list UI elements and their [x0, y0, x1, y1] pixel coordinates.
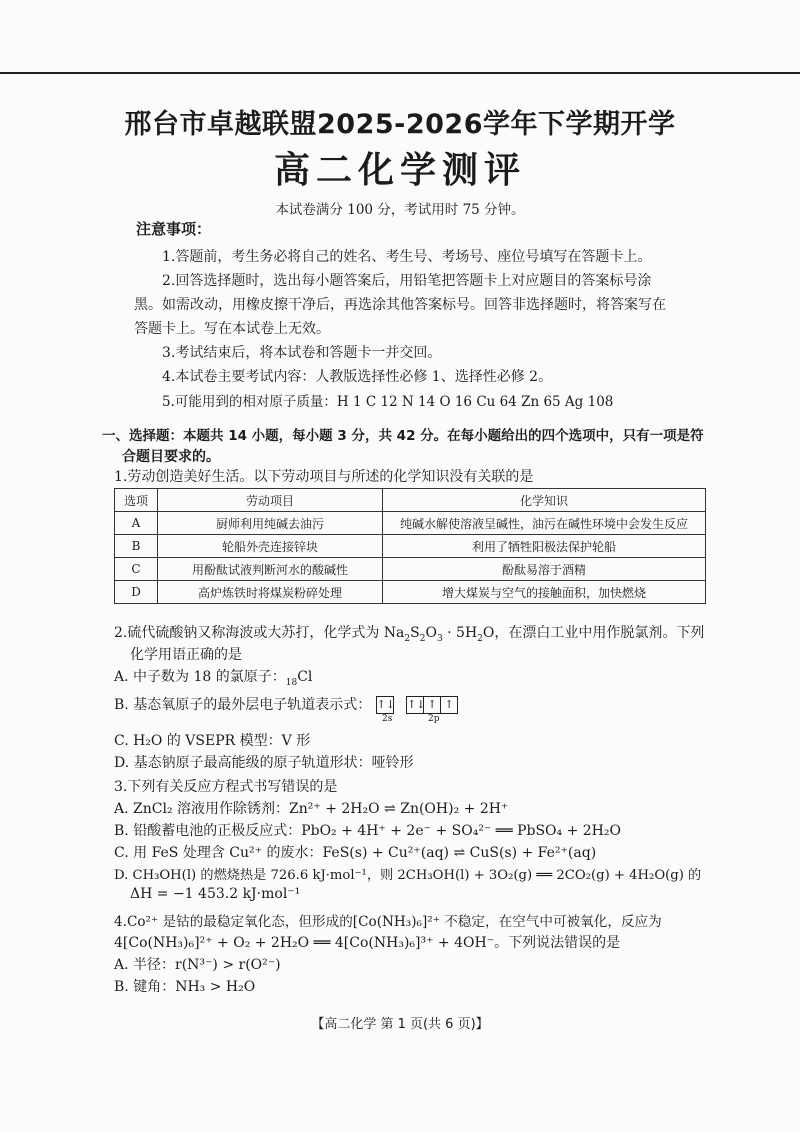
top-rule: [0, 72, 800, 74]
q3-option-c: C. 用 FeS 处理含 Cu²⁺ 的废水：FeS(s) + Cu²⁺(aq) ⇌ CuS(s) + Fe²⁺(aq): [114, 845, 597, 861]
subscript: 2: [419, 633, 426, 644]
question-3-stem: 3.下列有关反应方程式书写错误的是: [114, 779, 338, 795]
exam-title-line1: 邢台市卓越联盟2025-2026学年下学期开学: [124, 109, 676, 140]
q2-option-d: D. 基态钠原子最高能级的原子轨道形状：哑铃形: [114, 755, 414, 771]
table-header-cell: 劳动项目: [158, 489, 383, 512]
subscript: 2: [477, 633, 483, 644]
exam-subtitle: 本试卷满分 100 分，考试用时 75 分钟。: [275, 202, 525, 218]
notice-line: 3.考试结束后，将本试卷和答题卡一并交回。: [162, 345, 442, 361]
table-header-cell: 选项: [115, 489, 158, 512]
notice-line: 答题卡上。写在本试卷上无效。: [134, 321, 330, 337]
table-cell: B: [115, 535, 158, 558]
q2-option-b: [114, 694, 458, 714]
q3-option-d-line1: D. CH₃OH(l) 的燃烧热是 726.6 kJ·mol⁻¹，则 2CH₃OH(l) + 3O₂(g) ══ 2CO₂(g) + 4H₂O(g) 的: [114, 868, 702, 883]
question-1-stem: 1.劳动创造美好生活。以下劳动项目与所述的化学知识没有关联的是: [114, 469, 534, 485]
table-cell: 用酚酞试液判断河水的酸碱性: [158, 558, 383, 581]
notice-line: 1.答题前，考生务必将自己的姓名、考生号、考场号、座位号填写在答题卡上。: [162, 249, 652, 265]
q3-option-b: B. 铅酸蓄电池的正极反应式：PbO₂ + 4H⁺ + 2e⁻ + SO₄²⁻ ══ PbSO₄ + 2H₂O: [114, 823, 621, 839]
q2-option-a: [114, 666, 312, 688]
question-4-stem-line1: 4.Co²⁺ 是钴的最稳定氧化态，但形成的[Co(NH₃)₆]²⁺ 不稳定，在空气中可被氧化，反应为: [114, 914, 662, 930]
table-header-row: [115, 489, 706, 512]
q2-option-a-text: A. 中子数为 18 的氯原子：: [114, 669, 286, 685]
orbital-box: ↑: [441, 696, 458, 714]
notice-line: 2.回答选择题时，选出每小题答案后，用铅笔把答题卡上对应题目的答案标号涂: [162, 273, 652, 289]
q4-option-b: B. 键角：NH₃ > H₂O: [114, 979, 256, 995]
element-symbol: Cl: [297, 669, 313, 685]
q3-option-d-line2: ΔH = −1 453.2 kJ·mol⁻¹: [130, 886, 301, 902]
page-footer: 【高二化学 第 1 页(共 6 页)】: [311, 1017, 489, 1032]
formula-part: O: [482, 625, 495, 641]
subscript: 3: [436, 633, 443, 644]
notice-heading: 注意事项：: [136, 220, 212, 238]
q2-option-c: C. H₂O 的 VSEPR 模型：V 形: [114, 733, 311, 749]
table-cell: 高炉炼铁时将煤炭粉碎处理: [158, 581, 383, 604]
table-row: [115, 581, 706, 604]
orbital-box: ↑: [424, 696, 441, 714]
formula-part: S: [410, 625, 420, 641]
table-header-cell: 化学知识: [383, 489, 706, 512]
orbital-label-2s: 2s: [382, 714, 393, 724]
notice-line: 4.本试卷主要考试内容：人教版选择性必修 1、选择性必修 2。: [162, 369, 553, 385]
question-2-stem-line2: 化学用语正确的是: [130, 647, 242, 663]
q2-stem-part1: 2.硫代硫酸钠又称海波或大苏打，化学式为 Na: [114, 625, 405, 641]
table-cell: C: [115, 558, 158, 581]
notice-line: 5.可能用到的相对原子质量：H 1 C 12 N 14 O 16 Cu 64 Zn 65 Ag 108: [162, 394, 614, 410]
section-heading: 一、选择题：本题共 14 小题，每小题 3 分，共 42 分。在每小题给出的四个选项中，只有一项是符: [102, 428, 704, 444]
orbital-box: ↑↓: [406, 696, 424, 714]
q2-option-b-text: B. 基态氧原子的最外层电子轨道表示式：: [114, 697, 372, 713]
table-cell: D: [115, 581, 158, 604]
orbital-2p-box: [406, 696, 458, 714]
question-1-table: [114, 488, 706, 604]
table-cell: 酚酞易溶于酒精: [383, 558, 706, 581]
section-heading-cont: 合题目要求的。: [122, 449, 220, 465]
table-row: [115, 558, 706, 581]
table-cell: 利用了牺牲阳极法保护轮船: [383, 535, 706, 558]
table-row: [115, 535, 706, 558]
table-row: [115, 512, 706, 535]
notice-line: 黑。如需改动，用橡皮擦干净后，再选涂其他答案标号。回答非选择题时，将答案写在: [134, 297, 666, 313]
formula-part: O: [425, 625, 437, 641]
table-cell: 增大煤炭与空气的接触面积，加快燃烧: [383, 581, 706, 604]
q4-option-a: A. 半径：r(N³⁻) > r(O²⁻): [114, 957, 281, 973]
q3-option-a: A. ZnCl₂ 溶液用作除锈剂：Zn²⁺ + 2H₂O ⇌ Zn(OH)₂ + 2H⁺: [114, 801, 509, 817]
question-4-stem-line2: 4[Co(NH₃)₆]²⁺ + O₂ + 2H₂O ══ 4[Co(NH₃)₆]³⁺ + 4OH⁻。下列说法错误的是: [114, 935, 621, 951]
subscript: 2: [404, 633, 411, 644]
q2-stem-part2: ，在漂白工业中用作脱氯剂。下列: [494, 625, 705, 641]
table-cell: 厨师利用纯碱去油污: [158, 512, 383, 535]
orbital-label-2p: 2p: [428, 714, 440, 724]
orbital-2s-box: [376, 696, 394, 714]
table-cell: A: [115, 512, 158, 535]
exam-title-line2: 高二化学测评: [273, 150, 526, 191]
mass-number: 18: [285, 677, 298, 688]
orbital-box: ↑↓: [376, 696, 394, 714]
table-cell: 纯碱水解使溶液呈碱性，油污在碱性环境中会发生反应: [383, 512, 706, 535]
question-2-stem-line1: [114, 622, 704, 644]
formula-part: · 5H: [442, 625, 478, 641]
table-cell: 轮船外壳连接锌块: [158, 535, 383, 558]
